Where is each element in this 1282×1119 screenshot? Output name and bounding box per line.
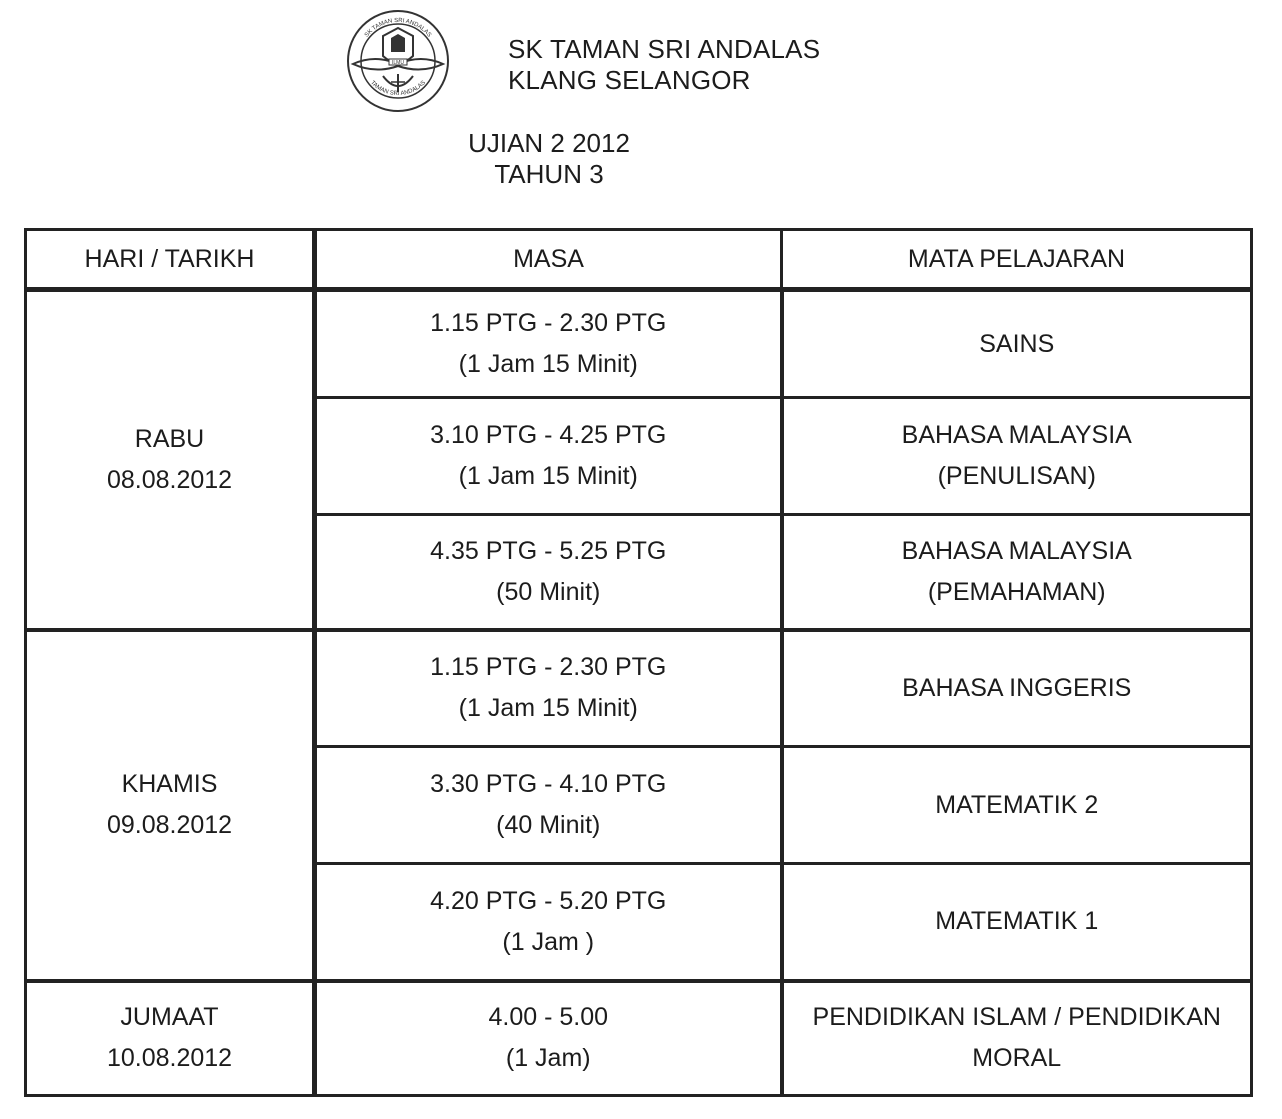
- table-row: [26, 981, 1252, 1096]
- time-range: 4.00 - 5.00: [488, 1003, 609, 1032]
- school-name: SK TAMAN SRI ANDALAS: [508, 34, 821, 64]
- subject-name: SAINS: [979, 329, 1055, 358]
- time-range: 3.30 PTG - 4.10 PTG: [430, 770, 667, 798]
- header-time: MASA: [315, 230, 782, 290]
- svg-text:ILMU: ILMU: [392, 60, 404, 66]
- subject-cell: [782, 864, 1252, 981]
- day-cell: [26, 290, 315, 630]
- time-range: 4.20 PTG - 5.20 PTG: [430, 886, 667, 915]
- svg-text:TAMAN SRI ANDALAS: TAMAN SRI ANDALAS: [369, 79, 427, 98]
- subject-name: BAHASA INGGERIS: [902, 673, 1132, 702]
- time-duration: (40 Minit): [496, 811, 601, 839]
- time-duration: (50 Minit): [496, 577, 601, 606]
- school-location: KLANG SELANGOR: [508, 65, 751, 95]
- time-range: 1.15 PTG - 2.30 PTG: [430, 653, 667, 682]
- subject-name: MATEMATIK 1: [935, 907, 1099, 936]
- time-cell: [315, 864, 782, 981]
- header-day-date: HARI / TARIKH: [26, 230, 315, 290]
- exam-heading: [430, 128, 668, 190]
- subject-sub: (PENULISAN): [937, 462, 1096, 490]
- exam-level: TAHUN 3: [494, 159, 604, 189]
- time-duration: (1 Jam 15 Minit): [458, 694, 638, 723]
- time-cell: [315, 630, 782, 747]
- time-range: 1.15 PTG - 2.30 PTG: [430, 309, 667, 337]
- day-name: KHAMIS: [121, 770, 218, 798]
- exam-schedule-table: [24, 228, 1253, 1097]
- table-row: [26, 630, 1252, 747]
- time-duration: (1 Jam 15 Minit): [458, 350, 638, 378]
- time-duration: (1 Jam): [505, 1044, 591, 1073]
- time-cell: [315, 747, 782, 864]
- time-cell: [315, 515, 782, 630]
- subject-name: PENDIDIKAN ISLAM / PENDIDIKAN: [812, 1003, 1221, 1032]
- subject-cell: [782, 747, 1252, 864]
- subject-cell: [782, 290, 1252, 398]
- table-header-row: [26, 230, 1252, 290]
- subject-cell: [782, 515, 1252, 630]
- subject-cell: [782, 981, 1252, 1096]
- day-name: JUMAAT: [120, 1003, 219, 1032]
- time-range: 4.35 PTG - 5.25 PTG: [430, 536, 667, 565]
- school-heading: [508, 34, 820, 96]
- day-cell: [26, 981, 315, 1096]
- time-cell: [315, 398, 782, 515]
- time-cell: [315, 290, 782, 398]
- subject-cell: [782, 630, 1252, 747]
- subject-name: MATEMATIK 2: [935, 790, 1099, 819]
- time-duration: (1 Jam ): [502, 927, 595, 956]
- school-crest-logo: [345, 8, 451, 114]
- subject-name: BAHASA MALAYSIA: [901, 421, 1132, 449]
- day-date: 08.08.2012: [106, 465, 233, 494]
- day-date: 10.08.2012: [106, 1044, 233, 1073]
- subject-sub: MORAL: [972, 1044, 1062, 1073]
- time-range: 3.10 PTG - 4.25 PTG: [430, 421, 667, 449]
- subject-sub: (PEMAHAMAN): [927, 577, 1106, 606]
- time-cell: [315, 981, 782, 1096]
- exam-title: UJIAN 2 2012: [468, 128, 630, 158]
- time-duration: (1 Jam 15 Minit): [458, 462, 638, 490]
- subject-name: BAHASA MALAYSIA: [901, 536, 1132, 565]
- header-subject: MATA PELAJARAN: [782, 230, 1252, 290]
- day-name: RABU: [134, 424, 205, 453]
- subject-cell: [782, 398, 1252, 515]
- table-row: [26, 290, 1252, 398]
- day-cell: [26, 630, 315, 981]
- svg-text:SK TAMAN SRI ANDALAS: SK TAMAN SRI ANDALAS: [363, 17, 433, 39]
- day-date: 09.08.2012: [106, 811, 233, 839]
